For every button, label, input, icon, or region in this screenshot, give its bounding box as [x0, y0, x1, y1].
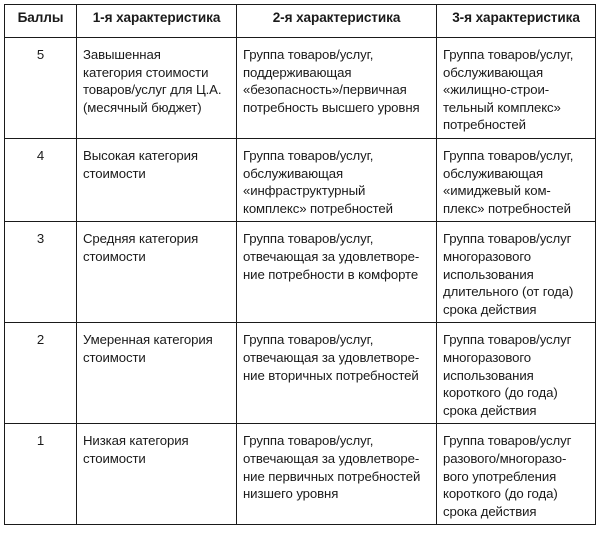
characteristic-2-cell: Группа товаров/услуг, отвечающая за удовлетворе- ние первичных потребностей низшего уровня: [237, 424, 437, 525]
table-row: [5, 424, 596, 525]
score-cell: 4: [5, 138, 77, 221]
characteristic-2-cell: Группа товаров/услуг, обслуживающая «инфраструктурный комплекс» потребностей: [237, 138, 437, 221]
characteristic-3-cell: Группа товаров/услуг многоразового использования длительного (от года) срока действия: [437, 222, 596, 323]
table-row: [5, 38, 596, 139]
characteristic-2-cell: Группа товаров/услуг, отвечающая за удовлетворе- ние вторичных потребностей: [237, 323, 437, 424]
characteristics-table: [4, 4, 596, 525]
table-header: [5, 5, 596, 38]
characteristic-1-cell: Умеренная категория стоимости: [77, 323, 237, 424]
table-row: [5, 323, 596, 424]
score-cell: 1: [5, 424, 77, 525]
characteristic-1-cell: Высокая категория стоимости: [77, 138, 237, 221]
header-characteristic-3: 3-я характеристика: [437, 5, 596, 38]
characteristic-1-cell: Низкая категория стоимости: [77, 424, 237, 525]
characteristic-1-cell: Завышенная категория стоимости товаров/услуг для Ц.А. (месячный бюджет): [77, 38, 237, 139]
characteristic-3-cell: Группа товаров/услуг разового/многоразо- вого употребления короткого (до года) срока действия: [437, 424, 596, 525]
table-body: [5, 38, 596, 525]
score-cell: 3: [5, 222, 77, 323]
score-cell: 5: [5, 38, 77, 139]
characteristic-2-cell: Группа товаров/услуг, поддерживающая «безопасность»/первичная потребность высшего уровня: [237, 38, 437, 139]
header-characteristic-1: 1-я характеристика: [77, 5, 237, 38]
characteristic-3-cell: Группа товаров/услуг, обслуживающая «жилищно-строи- тельный комплекс» потребностей: [437, 38, 596, 139]
characteristic-2-cell: Группа товаров/услуг, отвечающая за удовлетворе- ние потребности в комфорте: [237, 222, 437, 323]
characteristic-3-cell: Группа товаров/услуг, обслуживающая «имиджевый ком- плекс» потребностей: [437, 138, 596, 221]
header-row: [5, 5, 596, 38]
table-row: [5, 138, 596, 221]
header-characteristic-2: 2-я характеристика: [237, 5, 437, 38]
header-score: Баллы: [5, 5, 77, 38]
score-cell: 2: [5, 323, 77, 424]
table-row: [5, 222, 596, 323]
characteristic-1-cell: Средняя категория стоимости: [77, 222, 237, 323]
characteristic-3-cell: Группа товаров/услуг многоразового использования короткого (до года) срока действия: [437, 323, 596, 424]
